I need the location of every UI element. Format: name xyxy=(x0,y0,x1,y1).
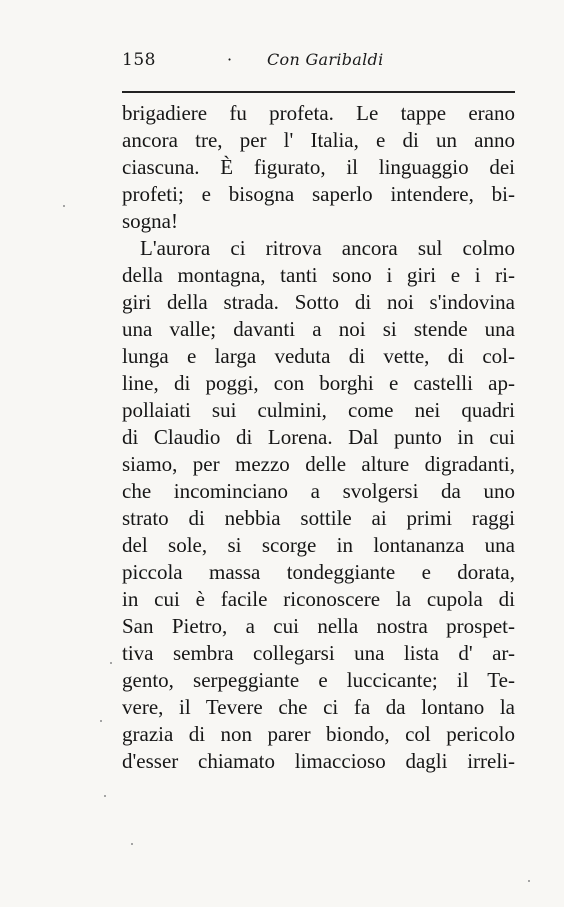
text-line: line, di poggi, con borghi e castelli ap- xyxy=(122,371,515,395)
text-line: una valle; davanti a noi si stende una xyxy=(122,317,515,341)
text-line: ciascuna. È figurato, il linguaggio dei xyxy=(122,155,515,179)
text-line: piccola massa tondeggiante e dorata, xyxy=(122,560,515,584)
text-line: vere, il Tevere che ci fa da lontano la xyxy=(122,695,515,719)
text-line: strato di nebbia sottile ai primi raggi xyxy=(122,506,515,530)
text-line: d'esser chiamato limaccioso dagli irreli- xyxy=(122,749,515,773)
print-speck xyxy=(104,795,106,797)
page-header xyxy=(122,48,515,74)
text-line: del sole, si scorge in lontananza una xyxy=(122,533,515,557)
text-line: L'aurora ci ritrova ancora sul colmo xyxy=(140,236,515,260)
text-line: brigadiere fu profeta. Le tappe erano xyxy=(122,101,515,125)
text-line: gento, serpeggiante e luccicante; il Te- xyxy=(122,668,515,692)
print-speck xyxy=(528,880,530,882)
text-line: sogna! xyxy=(122,209,178,233)
text-line: grazia di non parer biondo, col pericolo xyxy=(122,722,515,746)
text-line: giri della strada. Sotto di noi s'indovina xyxy=(122,290,515,314)
text-line: ancora tre, per l' Italia, e di un anno xyxy=(122,128,515,152)
text-line: in cui è facile riconoscere la cupola di xyxy=(122,587,515,611)
text-line: della montagna, tanti sono i giri e i ri- xyxy=(122,263,515,287)
body-text xyxy=(122,100,515,775)
page-number: 158 xyxy=(122,50,156,70)
text-line: pollaiati sui culmini, come nei quadri xyxy=(122,398,515,422)
running-title: Con Garibaldi xyxy=(267,50,384,69)
text-line: di Claudio di Lorena. Dal punto in cui xyxy=(122,425,515,449)
text-line: San Pietro, a cui nella nostra prospet- xyxy=(122,614,515,638)
text-line: che incominciano a svolgersi da uno xyxy=(122,479,515,503)
text-line: tiva sembra collegarsi una lista d' ar- xyxy=(122,641,515,665)
text-line: lunga e larga veduta di vette, di col- xyxy=(122,344,515,368)
header-rule xyxy=(122,91,515,93)
header-separator: · xyxy=(227,50,233,69)
text-line: profeti; e bisogna saperlo intendere, bi- xyxy=(122,182,515,206)
print-speck xyxy=(110,662,112,664)
print-speck xyxy=(100,720,102,722)
print-speck xyxy=(131,843,133,845)
print-speck xyxy=(63,205,65,207)
text-line: siamo, per mezzo delle alture digradanti, xyxy=(122,452,515,476)
